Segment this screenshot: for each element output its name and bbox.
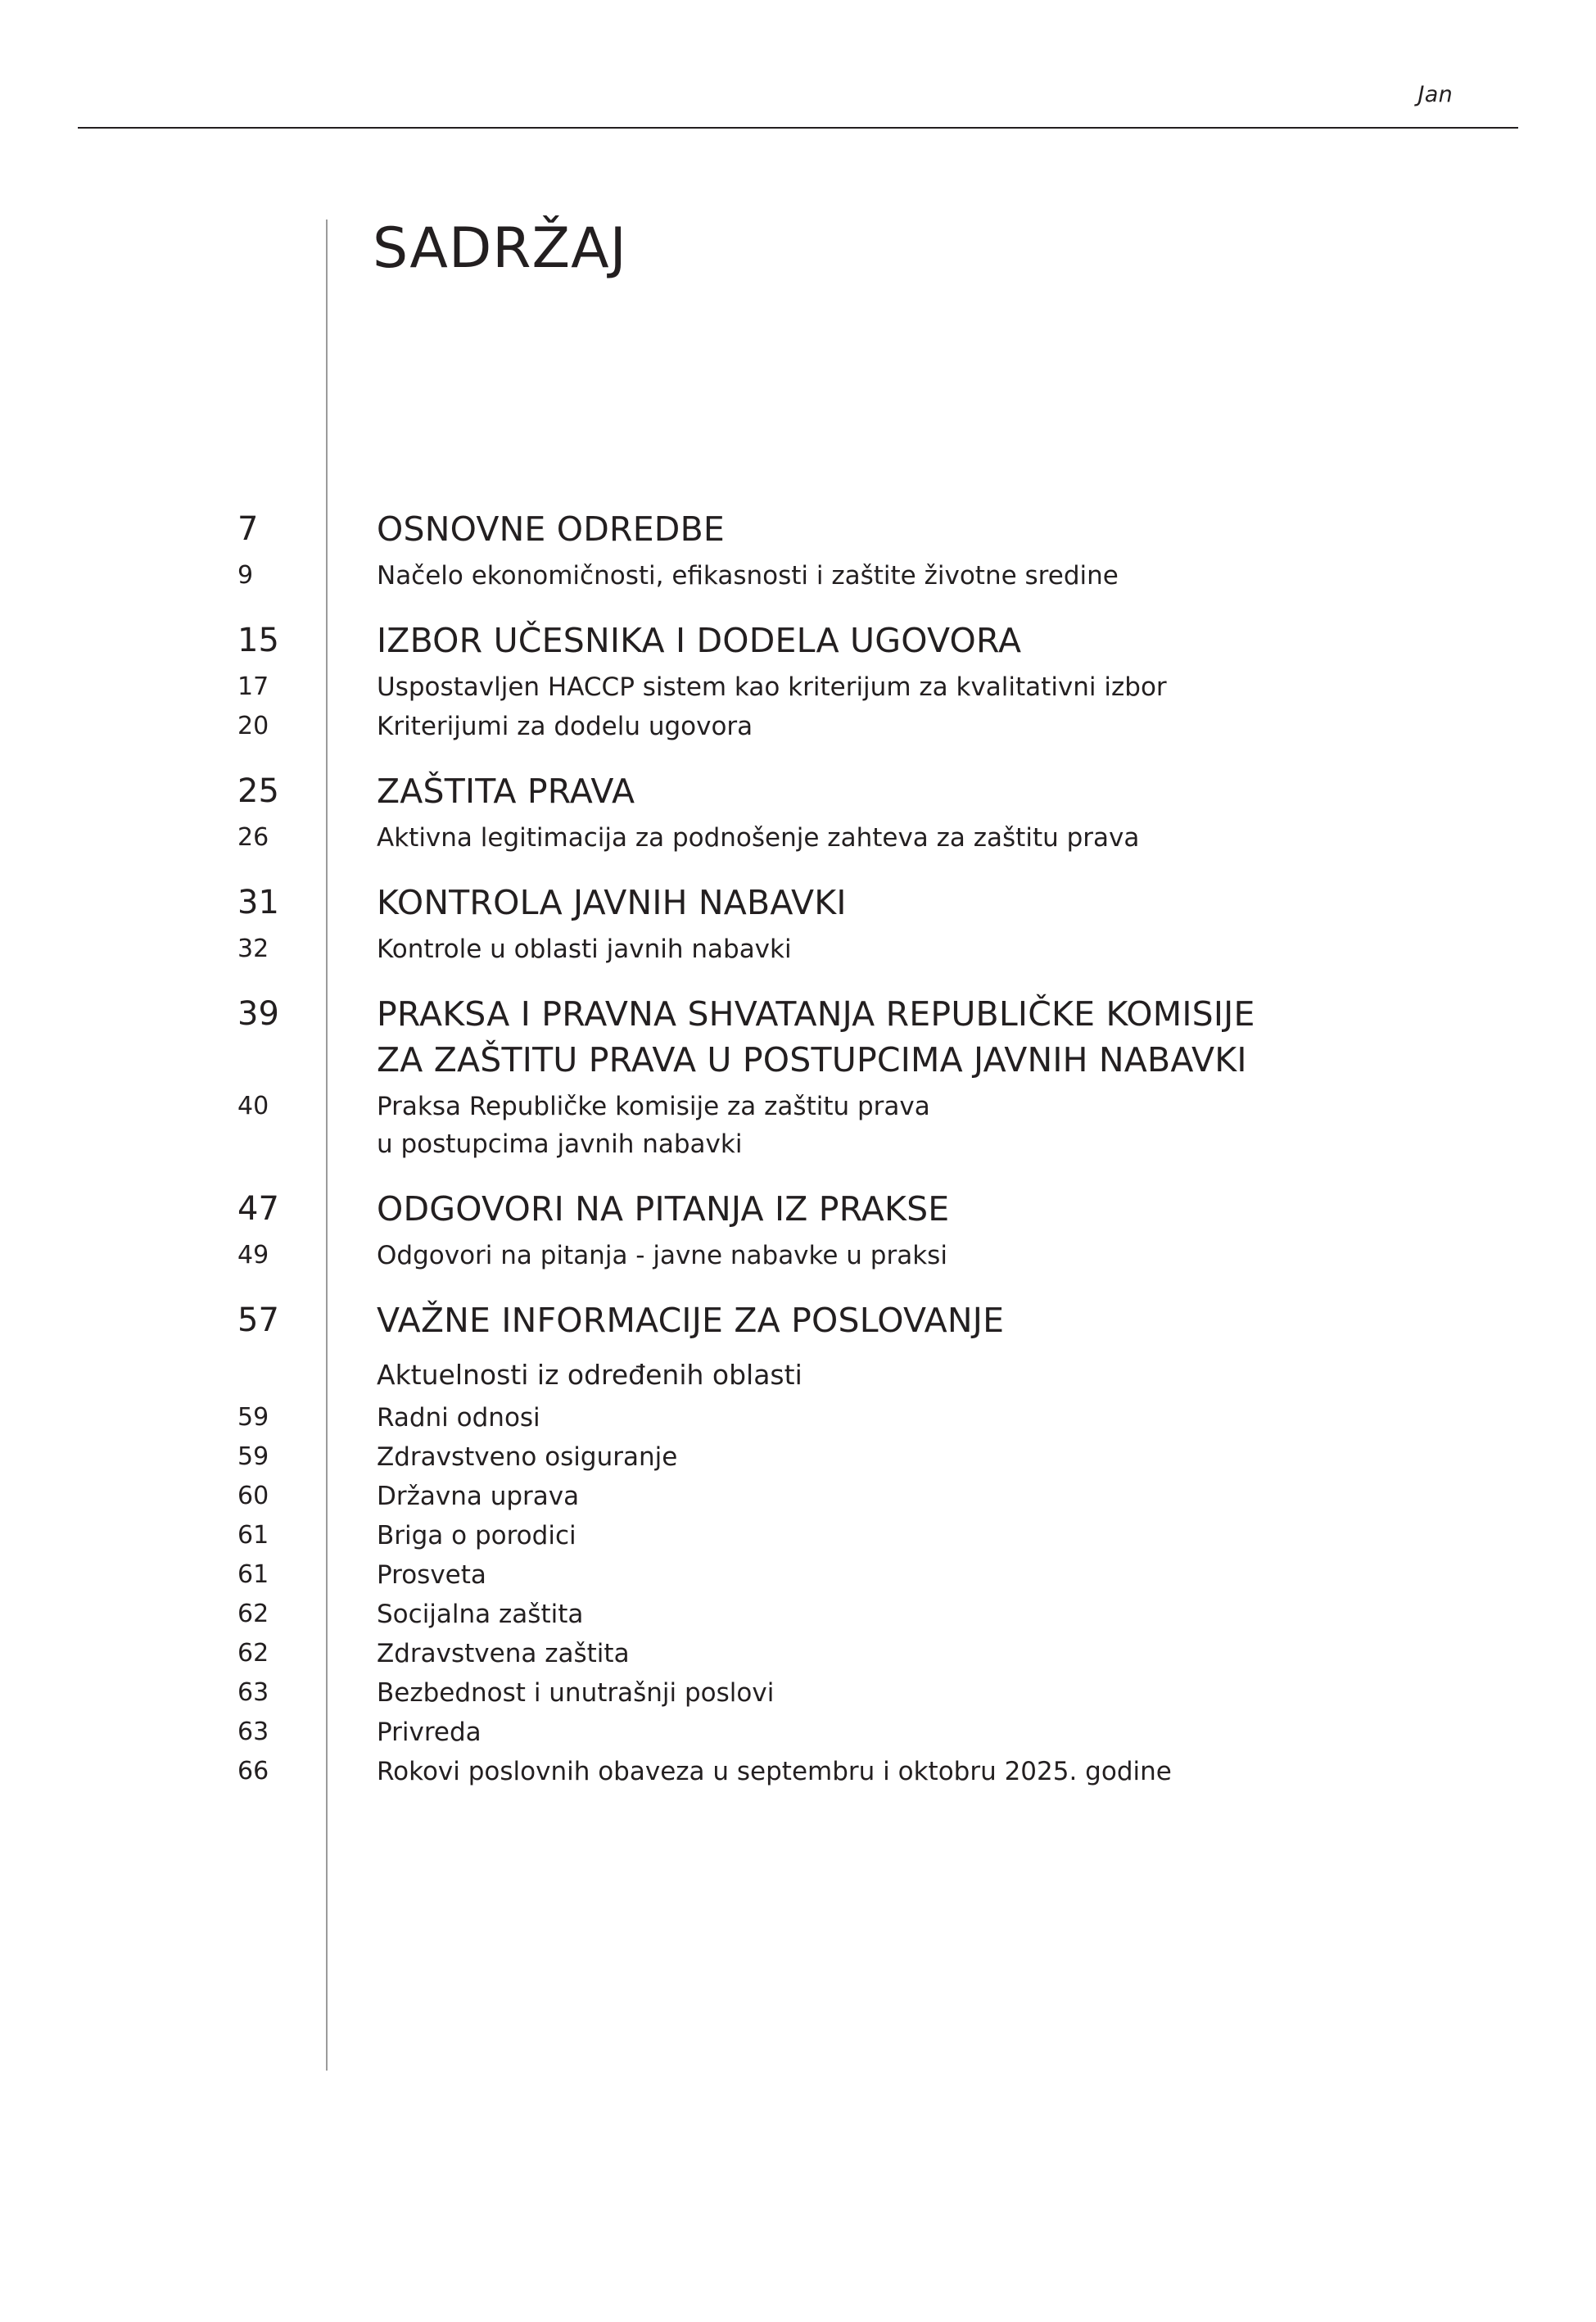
toc-entry-row[interactable]	[0, 708, 1596, 745]
toc-page-number: 15	[237, 622, 279, 659]
toc-entry-row[interactable]	[0, 1478, 1596, 1515]
toc-entry-label-line1: Radni odnosi	[377, 1403, 540, 1433]
toc-page-number: 62	[237, 1600, 269, 1628]
toc-entry-row[interactable]	[0, 1713, 1596, 1751]
toc-entry-label-line1: IZBOR UČESNIKA I DODELA UGOVORA	[377, 621, 1022, 660]
toc-section-row[interactable]	[0, 991, 1596, 1083]
toc-entry-label	[326, 1356, 1596, 1394]
toc-entry-label-line1: Rokovi poslovnih obaveza u septembru i oktobru 2025. godine	[377, 1757, 1172, 1786]
toc-entry-label-line1: Prosveta	[377, 1560, 486, 1590]
toc-entry-label	[326, 1297, 1596, 1343]
toc-entry-label-line2: u postupcima javnih nabavki	[377, 1129, 743, 1159]
toc-page-number: 39	[237, 995, 279, 1033]
toc-page-number: 66	[237, 1757, 269, 1786]
page-title: SADRŽAJ	[373, 216, 627, 281]
toc-entry-label	[326, 880, 1596, 926]
toc-page-number: 59	[237, 1442, 269, 1471]
toc-entry-label-line1: KONTROLA JAVNIH NABAVKI	[377, 883, 847, 922]
toc-entry-row[interactable]	[0, 668, 1596, 706]
toc-entry-label-line1: VAŽNE INFORMACIJE ZA POSLOVANJE	[377, 1301, 1005, 1340]
toc-entry-label-line1: Odgovori na pitanja - javne nabavke u praksi	[377, 1241, 947, 1270]
toc-entry-label	[326, 1399, 1596, 1437]
toc-entry-label-line1: Socijalna zaštita	[377, 1600, 584, 1629]
table-of-contents	[0, 483, 1596, 1790]
toc-page-number: 61	[237, 1560, 269, 1589]
toc-entry-row[interactable]	[0, 1438, 1596, 1476]
toc-entry-label-line1: OSNOVNE ODREDBE	[377, 509, 726, 549]
header-label: Jan	[1417, 82, 1453, 107]
toc-entry-row[interactable]	[0, 1674, 1596, 1712]
toc-entry-label	[326, 557, 1596, 595]
toc-entry-label	[326, 618, 1596, 663]
toc-entry-row[interactable]	[0, 930, 1596, 968]
toc-page-number: 7	[237, 510, 259, 548]
toc-entry-label	[326, 1674, 1596, 1712]
toc-entry-label	[326, 991, 1596, 1083]
toc-section-row[interactable]	[0, 1297, 1596, 1343]
toc-page-number: 49	[237, 1241, 269, 1270]
toc-entry-label	[326, 930, 1596, 968]
toc-entry-label	[326, 819, 1596, 857]
toc-entry-label-line1: Zdravstveno osiguranje	[377, 1442, 678, 1472]
toc-page-number: 20	[237, 712, 269, 740]
toc-entry-label-line1: Zdravstvena zaštita	[377, 1639, 630, 1668]
toc-entry-label	[326, 708, 1596, 745]
toc-page-number: 62	[237, 1639, 269, 1668]
toc-section-row[interactable]	[0, 506, 1596, 552]
toc-entry-label-line1: Načelo ekonomičnosti, efikasnosti i zaštite životne sredine	[377, 561, 1119, 591]
toc-entry-row[interactable]	[0, 1517, 1596, 1555]
toc-entry-row[interactable]	[0, 819, 1596, 857]
toc-entry-label	[326, 1438, 1596, 1476]
toc-entry-label-line1: Državna uprava	[377, 1482, 580, 1511]
toc-section-row[interactable]	[0, 1186, 1596, 1232]
toc-page-number: 63	[237, 1718, 269, 1746]
toc-entry-row[interactable]	[0, 1399, 1596, 1437]
toc-page-number: 26	[237, 823, 269, 852]
toc-entry-label	[326, 668, 1596, 706]
toc-entry-label-line1: Privreda	[377, 1718, 482, 1747]
toc-entry-label	[326, 1713, 1596, 1751]
header-divider	[78, 127, 1518, 129]
toc-entry-label	[326, 506, 1596, 552]
toc-entry-label	[326, 1237, 1596, 1274]
toc-page-number: 32	[237, 935, 269, 963]
toc-subtitle-row[interactable]	[0, 1356, 1596, 1394]
toc-page-number: 60	[237, 1482, 269, 1510]
toc-page-number: 57	[237, 1301, 279, 1339]
toc-entry-label-line1: ZAŠTITA PRAVA	[377, 772, 635, 811]
toc-page-number: 61	[237, 1521, 269, 1550]
toc-entry-label-line1: Praksa Republičke komisije za zaštitu prava	[377, 1092, 930, 1121]
toc-entry-row[interactable]	[0, 1635, 1596, 1672]
toc-page-number: 63	[237, 1678, 269, 1707]
toc-entry-label-line1: Aktuelnosti iz određenih oblasti	[377, 1359, 803, 1391]
toc-entry-label	[326, 1753, 1596, 1790]
toc-entry-row[interactable]	[0, 1753, 1596, 1790]
toc-page-number: 31	[237, 884, 279, 921]
toc-entry-label-line1: Uspostavljen HACCP sistem kao kriterijum za kvalitativni izbor	[377, 672, 1167, 702]
toc-entry-row[interactable]	[0, 1596, 1596, 1633]
toc-section-row[interactable]	[0, 768, 1596, 814]
toc-entry-label	[326, 1186, 1596, 1232]
toc-entry-label	[326, 1088, 1596, 1163]
toc-entry-row[interactable]	[0, 1088, 1596, 1163]
toc-entry-row[interactable]	[0, 1556, 1596, 1594]
toc-entry-label-line2: ZA ZAŠTITU PRAVA U POSTUPCIMA JAVNIH NABAVKI	[377, 1040, 1247, 1080]
page-header	[0, 0, 1596, 143]
toc-page-number: 9	[237, 561, 254, 590]
toc-entry-label	[326, 768, 1596, 814]
toc-entry-label-line1: PRAKSA I PRAVNA SHVATANJA REPUBLIČKE KOMISIJE	[377, 994, 1255, 1034]
toc-entry-row[interactable]	[0, 557, 1596, 595]
toc-entry-label	[326, 1596, 1596, 1633]
toc-entry-label	[326, 1517, 1596, 1555]
toc-entry-label	[326, 1556, 1596, 1594]
toc-page-number: 17	[237, 672, 269, 701]
toc-entry-label-line1: Briga o porodici	[377, 1521, 576, 1550]
toc-section-row[interactable]	[0, 618, 1596, 663]
toc-entry-label-line1: Kriterijumi za dodelu ugovora	[377, 712, 753, 741]
toc-page-number: 59	[237, 1403, 269, 1432]
toc-entry-row[interactable]	[0, 1237, 1596, 1274]
toc-entry-label-line1: ODGOVORI NA PITANJA IZ PRAKSE	[377, 1189, 950, 1229]
toc-entry-label	[326, 1478, 1596, 1515]
toc-page-number: 25	[237, 772, 279, 810]
toc-section-row[interactable]	[0, 880, 1596, 926]
toc-entry-label-line1: Kontrole u oblasti javnih nabavki	[377, 935, 792, 964]
toc-page-number: 40	[237, 1092, 269, 1120]
toc-entry-label	[326, 1635, 1596, 1672]
toc-page-number: 47	[237, 1190, 279, 1228]
toc-entry-label-line1: Bezbednost i unutrašnji poslovi	[377, 1678, 775, 1708]
toc-entry-label-line1: Aktivna legitimacija za podnošenje zahteva za zaštitu prava	[377, 823, 1140, 853]
